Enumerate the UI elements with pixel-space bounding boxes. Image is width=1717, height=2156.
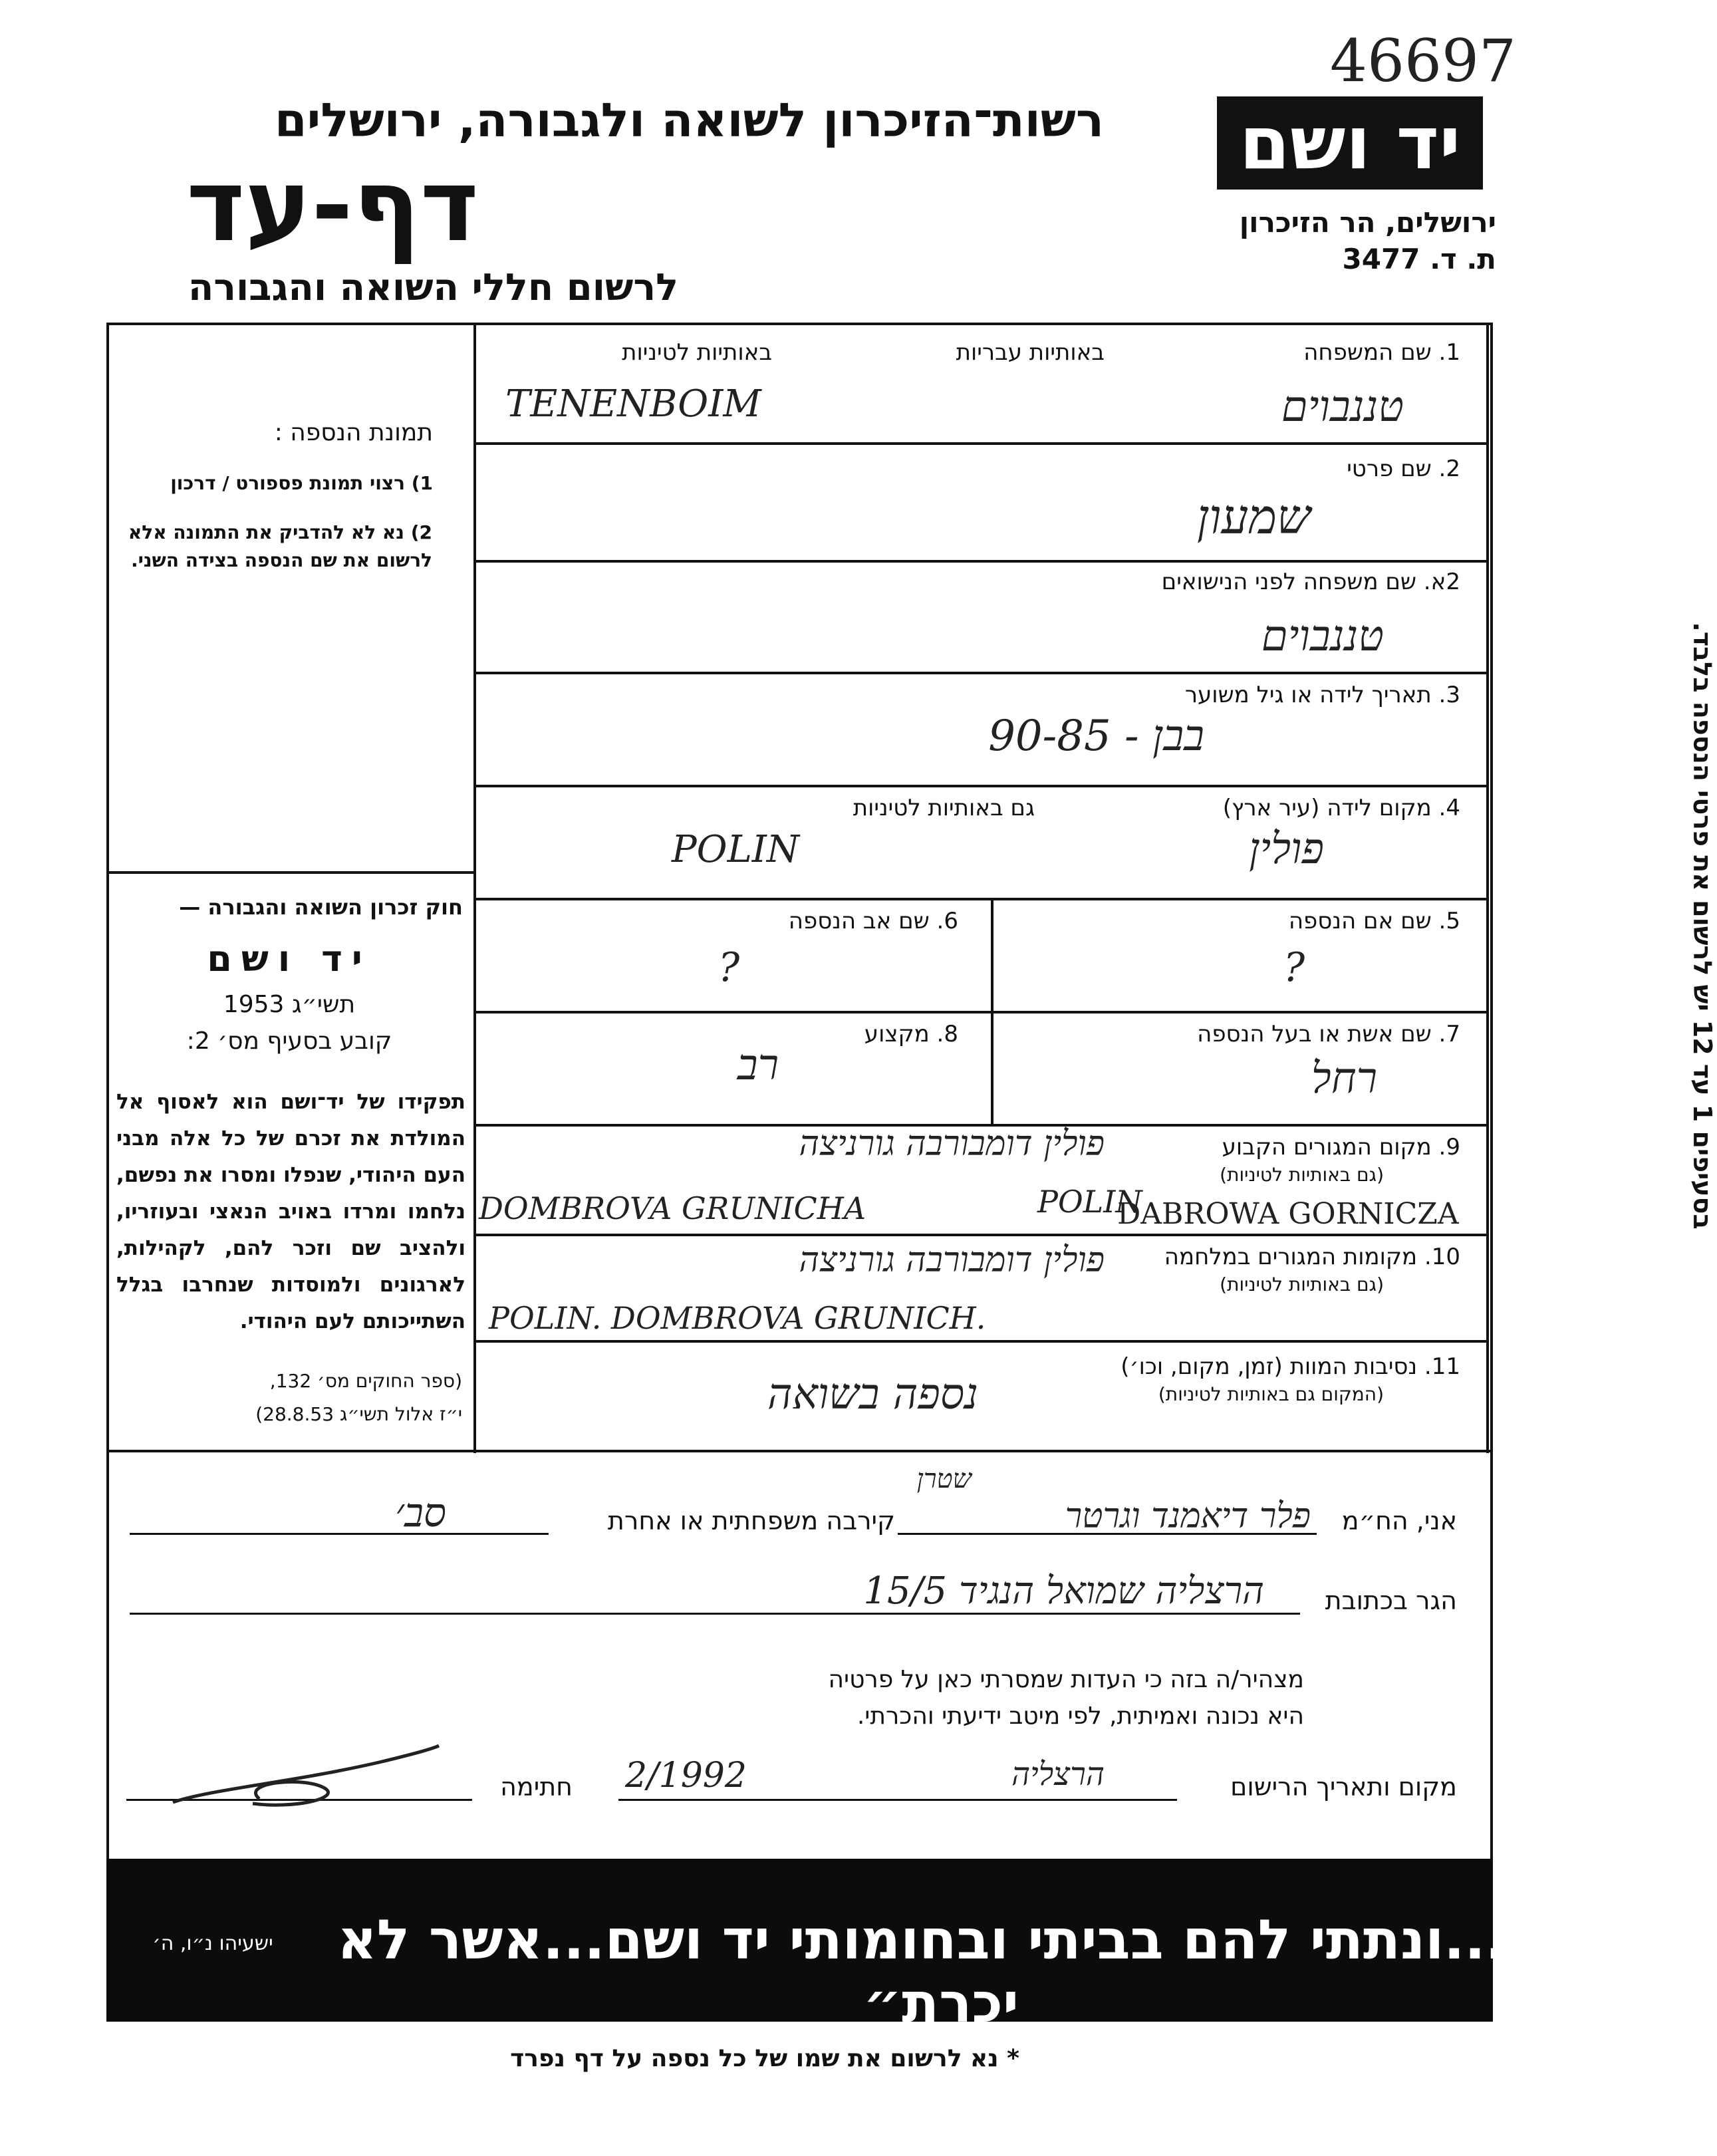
field-10-latin-value: POLIN. DOMBROVA GRUNICH.: [489, 1300, 986, 1336]
yad-vashem-logo: [1217, 96, 1483, 190]
field-6-label: 6. שם אב הנספה: [788, 908, 958, 934]
registration-date: 2/1992: [625, 1756, 747, 1796]
quote-banner: [106, 1859, 1545, 2035]
place-date-label: מקום ותאריך הרישום: [1230, 1772, 1457, 1802]
field-8-value: רב: [737, 1041, 779, 1090]
field-9-correction: DABROWA GORNICZA: [1117, 1197, 1459, 1231]
field-6-value: ?: [718, 944, 740, 991]
field-4-latin-value: POLIN: [672, 828, 799, 871]
field-5-label: 5. שם אם הנספה: [1288, 908, 1460, 934]
law-ref-2: י״ז אלול תשי״ג 28.8.53): [255, 1403, 462, 1425]
subtitle: לרשום חללי השואה והגבורה: [188, 266, 678, 309]
field-2-label: 2. שם פרטי: [1347, 456, 1460, 482]
declaration-prefix: אני, הח״מ: [1341, 1506, 1457, 1536]
authority-title: רשות־הזיכרון לשואה ולגבורה, ירושלים: [274, 93, 1104, 148]
field-1-latin-value: TENENBOIM: [505, 382, 761, 426]
field-9-label: 9. מקום המגורים הקבוע: [1222, 1134, 1460, 1160]
statement-line-1: מצהיר/ה בזה כי העדות שמסרתי כאן על פרטיה: [828, 1666, 1304, 1693]
field-1-latin-header: באותיות לטיניות: [622, 339, 772, 366]
declaration-name: פלר דיאמנד וגרטר: [1065, 1496, 1311, 1536]
field-7-value: רחל: [1311, 1054, 1377, 1103]
footer-note: * נא לרשום את שמו של כל נספה על דף נפרד: [510, 2045, 1019, 2072]
field-9-latin-value-2: POLIN: [1037, 1184, 1142, 1220]
field-11-sub: (המקום גם באותיות לטיניות): [1158, 1383, 1384, 1405]
field-1-hebrew-header: באותיות עבריות: [956, 339, 1105, 366]
field-4-label: 4. מקום לידה (עיר ארץ): [1222, 795, 1460, 821]
field-5-6-divider: [991, 898, 993, 1124]
side-note: בסעיפים 1 עד 12 יש לרשום את פרטי הנספה בלבד.: [1688, 622, 1717, 1230]
page-title: דף-עד: [186, 148, 479, 264]
registration-place: הרצליה: [1011, 1756, 1105, 1793]
row-divider-10: [106, 1450, 1493, 1452]
field-2a-value: טננבוים: [1261, 612, 1384, 661]
declaration-name-above: שטרן: [916, 1464, 972, 1494]
logo-text: יד ושם: [1239, 100, 1461, 186]
law-clause: קובע בסעיף מס׳ 2:: [186, 1027, 392, 1055]
field-3-label: 3. תאריך לידה או גיל משוער: [1184, 682, 1460, 708]
field-7-label: 7. שם אשת או בעל הנספה: [1197, 1021, 1460, 1047]
row-divider-1: [473, 442, 1489, 445]
field-9-latin-value: DOMBROVA GRUNICHA: [479, 1190, 866, 1226]
field-1-label: 1. שם המשפחה: [1303, 339, 1460, 366]
field-8-label: 8. מקצוע: [864, 1021, 958, 1047]
field-11-value: נספה בשואה: [767, 1370, 978, 1419]
row-divider-5: [473, 898, 1489, 900]
declaration-relation: סב׳: [395, 1490, 446, 1536]
row-divider-4: [473, 785, 1489, 787]
field-4-latin-header: גם באותיות לטיניות: [853, 795, 1035, 821]
field-11-label: 11. נסיבות המוות (זמן, מקום, וכו׳): [1121, 1353, 1460, 1380]
address-line-1: ירושלים, הר הזיכרון: [1239, 206, 1496, 239]
row-divider-6: [473, 1011, 1489, 1013]
archive-number: 46697: [1330, 27, 1516, 95]
field-2-value: שמעון: [1196, 489, 1311, 545]
banner-source: ישעיהו נ״ו, ה׳: [152, 1932, 273, 1955]
banner-quote: ״...ונתתי להם בביתי ובחומותי יד ושם...אשר לא יכרת״: [337, 1909, 1545, 2035]
field-2a-label: 2א. שם משפחה לפני הנישואים: [1161, 569, 1460, 595]
signature-label: חתימה: [500, 1772, 573, 1802]
law-year: תשי״ג 1953: [223, 991, 356, 1018]
law-heading: חוק זכרון השואה והגבורה —: [179, 894, 463, 920]
field-10-label: 10. מקומות המגורים במלחמה: [1164, 1244, 1460, 1270]
declaration-address: הרצליה שמואל הנגיד 15/5: [863, 1569, 1264, 1613]
photo-note-2: 2) נא לא להדביק את התמונה אלא לרשום את שם הנספה בצידה השני.: [128, 521, 432, 571]
signature-scribble: [160, 1736, 459, 1822]
declaration-relation-line: [130, 1533, 549, 1535]
field-10-hebrew-value: פולין דומבורבה גורניצה: [799, 1240, 1105, 1280]
photo-note-1: 1) רצוי תמונת פספורט / דרכון: [170, 472, 433, 494]
field-5-value: ?: [1283, 944, 1305, 991]
row-divider-3: [473, 672, 1489, 674]
field-9-sub: (גם באותיות לטיניות): [1220, 1164, 1384, 1186]
photo-heading: תמונת הנספה :: [274, 419, 433, 446]
left-panel-divider: [473, 323, 476, 1453]
law-name: יד ושם: [207, 938, 372, 980]
address-line-2: ת. ד. 3477: [1342, 243, 1496, 275]
field-4-hebrew-value: פולין: [1249, 825, 1324, 874]
address-line: [130, 1613, 1300, 1615]
row-divider-8: [473, 1234, 1489, 1236]
place-date-line: [618, 1799, 1177, 1801]
fields-right-divider: [1486, 323, 1489, 1453]
law-text: תפקידו של יד־ושם הוא לאסוף אל המולדת את זכרם של כל אלה מבני העם היהודי, שנפלו ומסרו את נפשם, נלחמו ומרדו באויב הנאצי ובעוזריו, ולהציב שם וזכר להם, לקהילות, לארגונים ולמוסדות שנחרבו בגלל השתייכותם לעם היהודי.: [116, 1090, 465, 1333]
field-9-hebrew-value: פולין דומבורבה גורניצה: [799, 1124, 1105, 1164]
row-divider-9: [473, 1340, 1489, 1343]
statement-line-2: היא נכונה ואמיתית, לפי מיטב ידיעתי והכרתי.: [857, 1702, 1304, 1730]
field-3-value: בבן - 90-85: [988, 712, 1204, 761]
row-divider-2: [473, 560, 1489, 563]
left-panel-split: [106, 871, 476, 874]
declaration-relation-label: קירבה משפחתית או אחרת: [607, 1506, 895, 1536]
address-label: הגר בכתובת: [1325, 1586, 1457, 1615]
field-10-sub: (גם באותיות לטיניות): [1220, 1274, 1384, 1295]
field-1-hebrew-value: טננבוים: [1281, 382, 1404, 432]
law-ref-1: (ספר החוקים מס׳ 132,: [269, 1370, 462, 1392]
